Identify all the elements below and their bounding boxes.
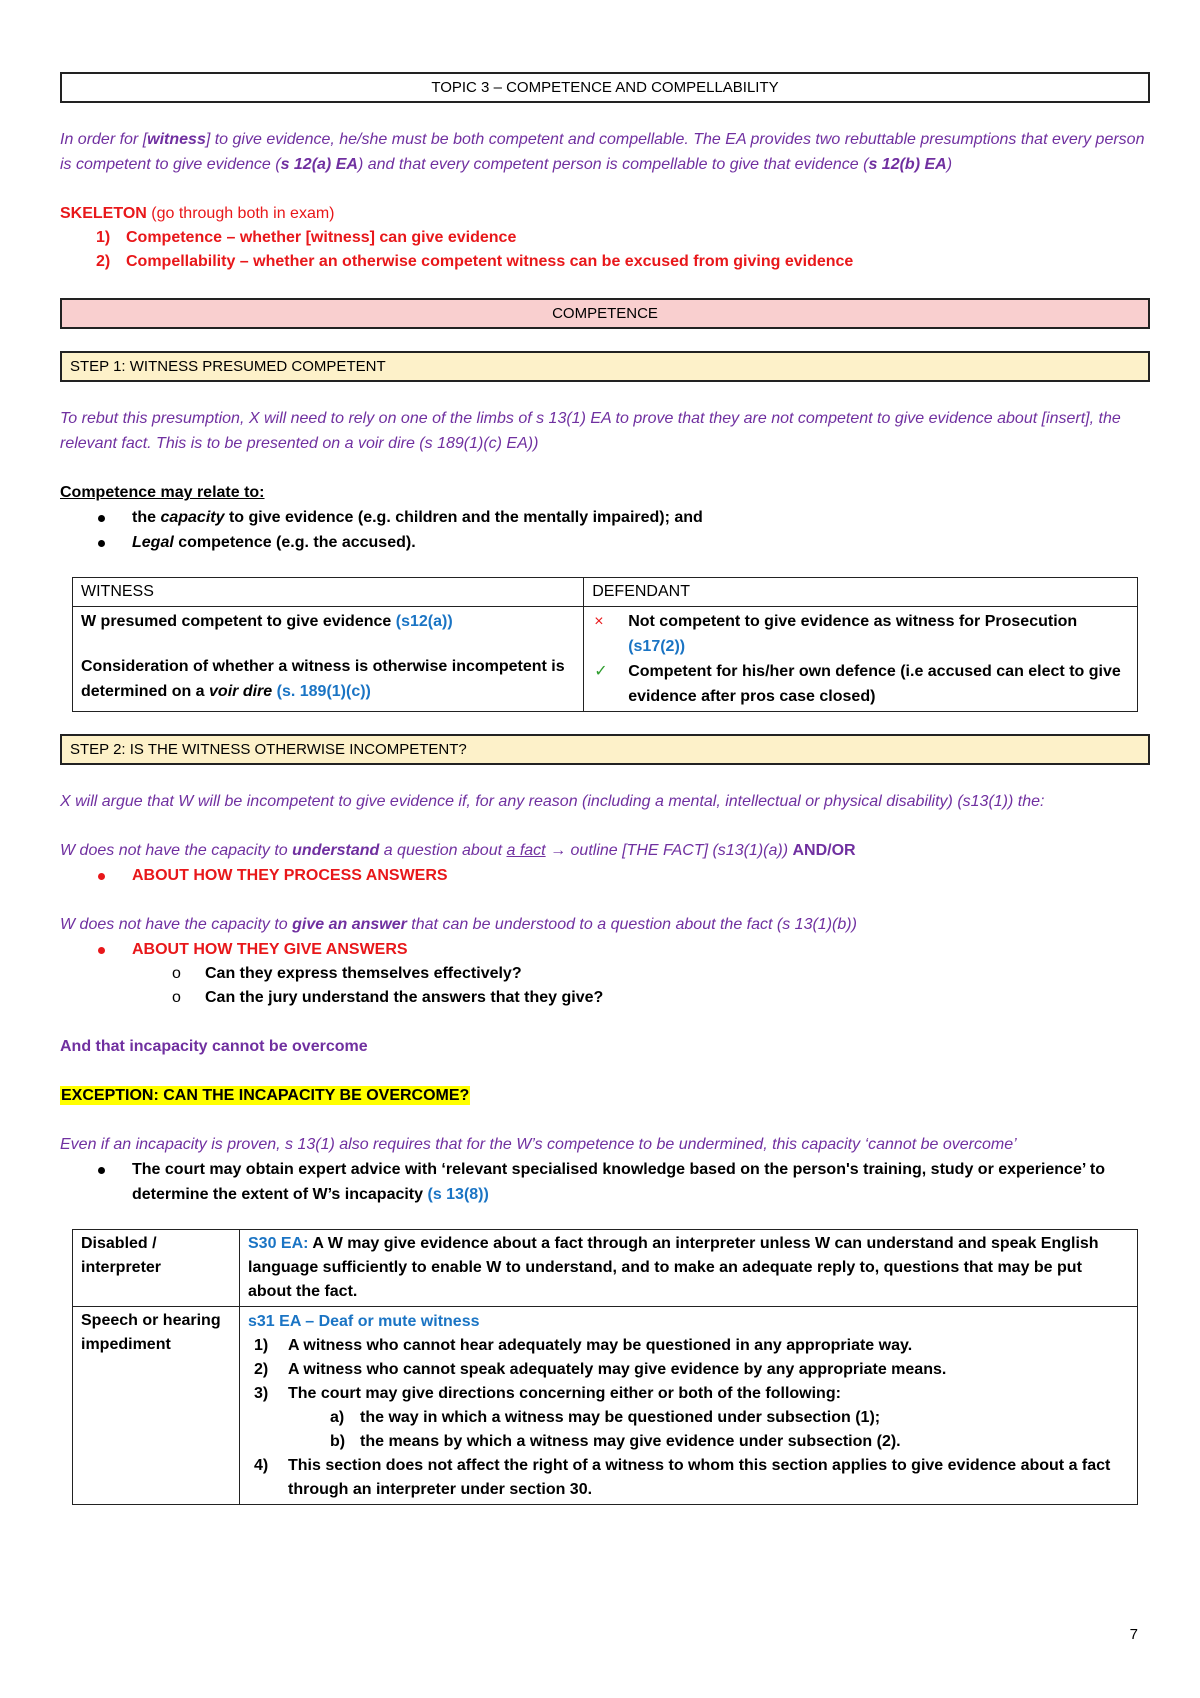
s31-sub-list: [248, 1406, 1129, 1454]
table-header-defendant: DEFENDANT: [584, 578, 1138, 607]
bullet-icon: [98, 947, 105, 954]
witness-cell: W presumed competent to give evidence (s12(a)) Consideration of whether a witness is otherwise incompetent is determined on a voir dire (s. 189(1)(c)): [73, 607, 584, 712]
s31-list: [248, 1334, 1129, 1406]
list-item: b) the means by which a witness may give evidence under subsection (2).: [330, 1433, 901, 1450]
skeleton-heading: SKELETON (go through both in exam): [60, 205, 335, 222]
rebut-paragraph: To rebut this presumption, X will need to rely on one of the limbs of s 13(1) EA to prove that they are not competent to give evidence about [insert], the relevant fact. This is to be presented on a voir dire (s 189(1)(c) EA)): [60, 410, 1121, 452]
document-page: [60, 72, 1150, 1505]
list-item: 1) Competence – whether [witness] can give evidence: [96, 229, 517, 246]
intro-paragraph: In order for [witness] to give evidence, he/she must be both competent and compellable. The EA provides two rebuttable presumptions that every person is competent to give evidence (s 12(a) EA) and that every competent person is compellable to give that evidence (s 12(b) EA): [60, 131, 1145, 173]
list-item: 2) A witness who cannot speak adequately may give evidence by any appropriate means.: [254, 1361, 947, 1378]
witness-defendant-table: [72, 577, 1138, 712]
court-list: [60, 1157, 1150, 1207]
bullet-icon: [98, 540, 105, 547]
competence-box: [60, 298, 1150, 329]
competence-heading: COMPETENCE: [552, 305, 658, 322]
s31-title: s31 EA – Deaf or mute witness: [248, 1313, 480, 1330]
bullet-icon: [98, 515, 105, 522]
bullet-icon: [98, 873, 105, 880]
list-item: ABOUT HOW THEY PROCESS ANSWERS: [60, 863, 1150, 888]
give-list: [60, 937, 1150, 962]
list-item: the capacity to give evidence (e.g. children and the mentally impaired); and: [60, 505, 1150, 530]
impediment-table: [72, 1229, 1138, 1505]
even-paragraph: Even if an incapacity is proven, s 13(1) also requires that for the W’s competence to be undermined, this capacity ‘cannot be overcome’: [60, 1136, 1017, 1153]
step1-box: [60, 351, 1150, 382]
disabled-heading: Disabled / interpreter: [73, 1230, 240, 1307]
argue-paragraph: X will argue that W will be incompetent to give evidence if, for any reason (including a mental, intellectual or physical disability) (s13(1)) the:: [60, 793, 1045, 810]
incapacity-line: And that incapacity cannot be overcome: [60, 1038, 368, 1055]
list-item: 3) The court may give directions concerning either or both of the following:: [254, 1385, 841, 1402]
list-item: 2) Compellability – whether an otherwise competent witness can be excused from giving evidence: [96, 253, 854, 270]
check-icon: ✓: [594, 663, 608, 680]
list-item: o Can they express themselves effectively?: [172, 965, 522, 982]
list-item: 4) This section does not affect the right of a witness to whom this section applies to give evidence about a fact through an interpreter under section 30.: [254, 1457, 1111, 1498]
page-number: 7: [1129, 1626, 1138, 1643]
s31-list-cont: [248, 1454, 1129, 1502]
list-item: a) the way in which a witness may be questioned under subsection (1);: [330, 1409, 881, 1426]
list-item: ABOUT HOW THEY GIVE ANSWERS: [60, 937, 1150, 962]
topic-title-box: [60, 72, 1150, 103]
cross-icon: ×: [594, 613, 604, 630]
step1-title: STEP 1: WITNESS PRESUMED COMPETENT: [70, 358, 386, 375]
limb-a-paragraph: W does not have the capacity to understand a question about a fact → outline [THE FACT] (s13(1)(a)) AND/OR: [60, 842, 856, 859]
list-item: Legal competence (e.g. the accused).: [60, 530, 1150, 555]
competence-relate-list: [60, 505, 1150, 555]
competence-relate-heading: Competence may relate to:: [60, 484, 265, 501]
s31-cell: [240, 1307, 1138, 1505]
defendant-cell: × Not competent to give evidence as witness for Prosecution (s17(2)) ✓ Competent for his/her own defence (i.e accused can elect to give evidence after pros case closed): [584, 607, 1138, 712]
table-header-witness: WITNESS: [73, 578, 584, 607]
step2-title: STEP 2: IS THE WITNESS OTHERWISE INCOMPETENT?: [70, 741, 467, 758]
bullet-icon: [98, 1167, 105, 1174]
process-list: [60, 863, 1150, 888]
list-item: The court may obtain expert advice with ‘relevant specialised knowledge based on the person's training, study or experience’ to determine the extent of W’s incapacity (s 13(8)): [60, 1157, 1150, 1207]
give-sub-list: [60, 962, 1150, 1010]
exception-heading: EXCEPTION: CAN THE INCAPACITY BE OVERCOME?: [61, 1087, 470, 1104]
list-item: o Can the jury understand the answers that they give?: [172, 989, 604, 1006]
s30-cell: S30 EA: A W may give evidence about a fact through an interpreter unless W can understand and speak English language sufficiently to enable W to understand, and to make an adequate reply to, questions that may be put about the fact.: [240, 1230, 1138, 1307]
topic-title: TOPIC 3 – COMPETENCE AND COMPELLABILITY: [431, 79, 779, 96]
skeleton-list: [60, 226, 1150, 274]
list-item: 1) A witness who cannot hear adequately may be questioned in any appropriate way.: [254, 1337, 913, 1354]
limb-b-paragraph: W does not have the capacity to give an answer that can be understood to a question about the fact (s 13(1)(b)): [60, 916, 857, 933]
speech-heading: Speech or hearing impediment: [73, 1307, 240, 1505]
step2-box: [60, 734, 1150, 765]
